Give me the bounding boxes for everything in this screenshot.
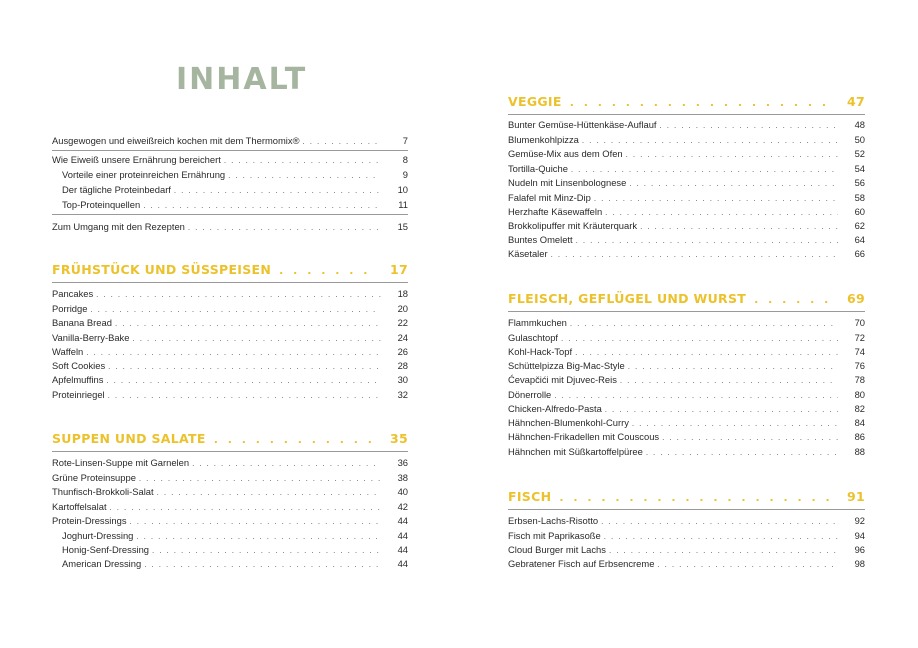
page-number: 54 — [854, 163, 865, 174]
page-number: 72 — [854, 332, 865, 343]
toc-entry[interactable] — [52, 287, 408, 301]
leader-dots — [136, 530, 381, 544]
page-number: 44 — [397, 515, 408, 526]
entry-title: Blumenkohlpizza — [508, 134, 579, 145]
toc-entry[interactable] — [508, 373, 865, 387]
entry-title: Honig-Senf-Dressing — [62, 544, 150, 555]
toc-entry[interactable] — [508, 543, 865, 557]
leader-dots — [632, 417, 838, 431]
toc-subentry[interactable] — [62, 529, 408, 543]
toc-entry[interactable] — [508, 529, 865, 543]
leader-dots — [551, 248, 838, 262]
entry-title: FLEISCH, GEFLÜGEL UND WURST — [508, 291, 747, 306]
entry-title: FISCH — [508, 489, 552, 504]
leader-dots — [559, 489, 833, 507]
entry-title: Brokkolipuffer mit Kräuterquark — [508, 220, 638, 231]
leader-dots — [605, 403, 838, 417]
entry-title: Dönerrolle — [508, 389, 552, 400]
divider — [508, 311, 865, 312]
toc-entry[interactable] — [508, 219, 865, 233]
entry-title: Flammkuchen — [508, 317, 567, 328]
page-number: 76 — [854, 360, 865, 371]
page-number: 70 — [854, 317, 865, 328]
leader-dots — [554, 389, 838, 403]
entry-title: FRÜHSTÜCK UND SÜSSPEISEN — [52, 262, 272, 277]
entry-title: Der tägliche Proteinbedarf — [62, 184, 171, 195]
page-number: 52 — [854, 148, 865, 159]
divider — [508, 509, 865, 510]
toc-entry[interactable] — [508, 247, 865, 261]
toc-subentry[interactable] — [62, 168, 408, 182]
entry-title: Ćevapčići mit Djuvec-Reis — [508, 374, 617, 385]
leader-dots — [144, 558, 381, 572]
entry-title: Gebratener Fisch auf Erbsencreme — [508, 558, 655, 569]
toc-subentry[interactable] — [62, 183, 408, 197]
divider — [52, 282, 408, 283]
entry-title: Ausgewogen und eiweißreich kochen mit dem Thermomix® — [52, 135, 300, 146]
leader-dots — [302, 135, 381, 149]
entry-title: Grüne Proteinsuppe — [52, 472, 136, 483]
entry-title: Tortilla-Quiche — [508, 163, 568, 174]
entry-title: Nudeln mit Linsenbolognese — [508, 177, 627, 188]
entry-title: Herzhafte Käsewaffeln — [508, 206, 603, 217]
entry-title: Protein-Dressings — [52, 515, 127, 526]
page-number: 88 — [854, 446, 865, 457]
toc-entry[interactable] — [52, 153, 408, 167]
toc-entry[interactable] — [52, 134, 408, 148]
entry-title: Schüttelpizza Big-Mac-Style — [508, 360, 625, 371]
page-number: 36 — [397, 457, 408, 468]
leader-dots — [279, 262, 376, 280]
toc-entry[interactable] — [52, 471, 408, 485]
entry-title: SUPPEN UND SALATE — [52, 431, 206, 446]
toc-entry[interactable] — [508, 133, 865, 147]
leader-dots — [576, 234, 838, 248]
page-number: 7 — [402, 135, 408, 146]
page-number: 17 — [390, 262, 408, 277]
page-number: 38 — [397, 472, 408, 483]
leader-dots — [582, 134, 838, 148]
leader-dots — [130, 515, 381, 529]
section-heading-fruehstueck[interactable] — [52, 261, 408, 279]
page-number: 69 — [847, 291, 865, 306]
leader-dots — [228, 169, 381, 183]
leader-dots — [86, 346, 381, 360]
toc-entry[interactable] — [508, 445, 865, 459]
leader-dots — [143, 199, 381, 213]
leader-dots — [561, 332, 838, 346]
entry-title: Gulaschtopf — [508, 332, 559, 343]
toc-entry[interactable] — [52, 316, 408, 330]
page-number: 60 — [854, 206, 865, 217]
page-number: 86 — [854, 431, 865, 442]
entry-title: Soft Cookies — [52, 360, 106, 371]
section-heading-fisch[interactable] — [508, 488, 865, 506]
leader-dots — [575, 346, 838, 360]
toc-entry[interactable] — [508, 233, 865, 247]
leader-dots — [90, 303, 381, 317]
page-number: 48 — [854, 119, 865, 130]
divider — [52, 451, 408, 452]
leader-dots — [657, 558, 838, 572]
leader-dots — [594, 192, 838, 206]
entry-title: Hähnchen mit Süßkartoffelpüree — [508, 446, 643, 457]
entry-title: American Dressing — [62, 558, 142, 569]
toc-entry[interactable] — [508, 162, 865, 176]
entry-title: Gemüse-Mix aus dem Ofen — [508, 148, 623, 159]
leader-dots — [660, 119, 838, 133]
page-number: 58 — [854, 192, 865, 203]
page-number: 9 — [402, 169, 408, 180]
entry-title: Vanilla-Berry-Bake — [52, 332, 130, 343]
entry-title: Erbsen-Lachs-Risotto — [508, 515, 599, 526]
leader-dots — [174, 184, 381, 198]
entry-title: Zum Umgang mit den Rezepten — [52, 221, 185, 232]
entry-title: Top-Proteinquellen — [62, 199, 141, 210]
entry-title: Buntes Omelett — [508, 234, 573, 245]
leader-dots — [604, 530, 838, 544]
page-number: 47 — [847, 94, 865, 109]
entry-title: Pancakes — [52, 288, 94, 299]
page-title: INHALT — [176, 62, 308, 97]
page-number: 32 — [397, 389, 408, 400]
toc-entry[interactable] — [508, 388, 865, 402]
page-number: 91 — [847, 489, 865, 504]
page-number: 8 — [402, 154, 408, 165]
toc-subentry[interactable] — [62, 557, 408, 571]
entry-title: Chicken-Alfredo-Pasta — [508, 403, 602, 414]
section-heading-suppen[interactable] — [52, 430, 408, 448]
page-number: 82 — [854, 403, 865, 414]
page-number: 30 — [397, 374, 408, 385]
section-heading-veggie[interactable] — [508, 93, 865, 111]
leader-dots — [96, 288, 381, 302]
entry-title: Fisch mit Paprikasoße — [508, 530, 601, 541]
page-number: 78 — [854, 374, 865, 385]
page-number: 80 — [854, 389, 865, 400]
leader-dots — [629, 177, 838, 191]
entry-title: Hähnchen-Blumenkohl-Curry — [508, 417, 629, 428]
page-number: 15 — [397, 221, 408, 232]
toc-entry[interactable] — [52, 373, 408, 387]
toc-entry[interactable] — [508, 191, 865, 205]
toc-entry[interactable] — [508, 345, 865, 359]
page-number: 84 — [854, 417, 865, 428]
leader-dots — [570, 94, 833, 112]
divider — [52, 214, 408, 215]
leader-dots — [628, 360, 838, 374]
toc-entry[interactable] — [52, 359, 408, 373]
entry-title: Cloud Burger mit Lachs — [508, 544, 606, 555]
toc-entry[interactable] — [508, 205, 865, 219]
leader-dots — [214, 431, 376, 449]
leader-dots — [108, 360, 381, 374]
leader-dots — [646, 446, 838, 460]
page-number: 44 — [397, 558, 408, 569]
page-number: 24 — [397, 332, 408, 343]
page-number: 74 — [854, 346, 865, 357]
leader-dots — [188, 221, 381, 235]
toc-entry[interactable] — [52, 500, 408, 514]
leader-dots — [662, 431, 838, 445]
page-number: 26 — [397, 346, 408, 357]
entry-title: Kartoffelsalat — [52, 501, 107, 512]
toc-entry[interactable] — [508, 176, 865, 190]
divider — [508, 114, 865, 115]
page-number: 40 — [397, 486, 408, 497]
toc-entry[interactable] — [508, 430, 865, 444]
page-number: 44 — [397, 544, 408, 555]
entry-title: Apfelmuffins — [52, 374, 104, 385]
toc-entry[interactable] — [52, 456, 408, 470]
toc-entry[interactable] — [508, 316, 865, 330]
page-number: 94 — [854, 530, 865, 541]
page-number: 66 — [854, 248, 865, 259]
toc-entry[interactable] — [508, 416, 865, 430]
leader-dots — [626, 148, 838, 162]
leader-dots — [139, 472, 381, 486]
entry-title: Banana Bread — [52, 317, 112, 328]
leader-dots — [754, 291, 833, 309]
entry-title: Bunter Gemüse-Hüttenkäse-Auflauf — [508, 119, 657, 130]
entry-title: Joghurt-Dressing — [62, 530, 134, 541]
page-number: 50 — [854, 134, 865, 145]
entry-title: Falafel mit Minz-Dip — [508, 192, 591, 203]
page-number: 28 — [397, 360, 408, 371]
leader-dots — [192, 457, 381, 471]
toc-entry[interactable] — [508, 557, 865, 571]
leader-dots — [620, 374, 838, 388]
leader-dots — [108, 389, 381, 403]
toc-entry[interactable] — [508, 402, 865, 416]
leader-dots — [157, 486, 381, 500]
divider — [52, 150, 408, 151]
leader-dots — [115, 317, 381, 331]
leader-dots — [601, 515, 838, 529]
leader-dots — [605, 206, 838, 220]
entry-title: Thunfisch-Brokkoli-Salat — [52, 486, 154, 497]
entry-title: Waffeln — [52, 346, 84, 357]
page-number: 11 — [398, 199, 408, 210]
toc-entry[interactable] — [508, 147, 865, 161]
entry-title: Wie Eiweiß unsere Ernährung bereichert — [52, 154, 221, 165]
toc-entry[interactable] — [508, 118, 865, 132]
toc-entry[interactable] — [52, 388, 408, 402]
entry-title: VEGGIE — [508, 94, 562, 109]
toc-entry[interactable] — [52, 485, 408, 499]
leader-dots — [570, 317, 838, 331]
leader-dots — [132, 332, 381, 346]
entry-title: Vorteile einer proteinreichen Ernährung — [62, 169, 226, 180]
page-number: 42 — [397, 501, 408, 512]
page-number: 98 — [854, 558, 865, 569]
toc-entry[interactable] — [508, 331, 865, 345]
toc-entry[interactable] — [52, 345, 408, 359]
leader-dots — [224, 154, 381, 168]
entry-title: Porridge — [52, 303, 88, 314]
entry-title: Käsetaler — [508, 248, 548, 259]
entry-title: Proteinriegel — [52, 389, 105, 400]
toc-entry[interactable] — [52, 302, 408, 316]
toc-entry[interactable] — [52, 220, 408, 234]
page-number: 20 — [397, 303, 408, 314]
toc-entry[interactable] — [508, 514, 865, 528]
leader-dots — [110, 501, 381, 515]
page-number: 62 — [854, 220, 865, 231]
page-number: 18 — [397, 288, 408, 299]
leader-dots — [609, 544, 838, 558]
page-number: 64 — [854, 234, 865, 245]
leader-dots — [106, 374, 381, 388]
entry-title: Rote-Linsen-Suppe mit Garnelen — [52, 457, 190, 468]
leader-dots — [152, 544, 381, 558]
toc-entry[interactable] — [508, 359, 865, 373]
page-number: 92 — [854, 515, 865, 526]
page-number: 22 — [397, 317, 408, 328]
page-number: 35 — [390, 431, 408, 446]
page-number: 96 — [854, 544, 865, 555]
toc-subentry[interactable] — [62, 543, 408, 557]
toc-entry[interactable] — [52, 514, 408, 528]
page-number: 44 — [397, 530, 408, 541]
entry-title: Kohl-Hack-Topf — [508, 346, 573, 357]
leader-dots — [640, 220, 838, 234]
entry-title: Hähnchen-Frikadellen mit Couscous — [508, 431, 660, 442]
toc-subentry[interactable] — [62, 198, 408, 212]
toc-entry[interactable] — [52, 331, 408, 345]
section-heading-fleisch[interactable] — [508, 290, 865, 308]
page-number: 56 — [854, 177, 865, 188]
page-number: 10 — [397, 184, 408, 195]
leader-dots — [571, 163, 838, 177]
